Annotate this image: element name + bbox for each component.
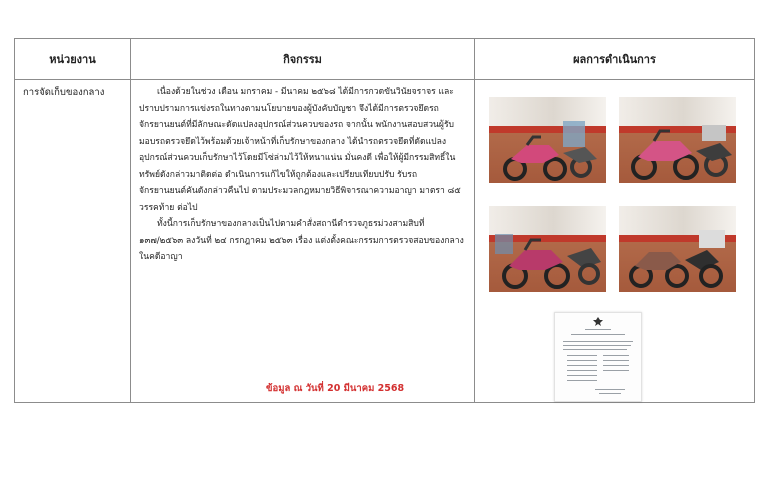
activity-paragraph-2: ทั้งนี้การเก็บรักษาของกลางเป็นไปตามคำสั่งสถานีตำรวจภูธรม่วงสามสิบที่ ๑๓๗/๒๕๖๓ ลงวันที่ ๒๔ กรกฎาคม ๒๕๖๓ เรื่อง แต่งตั้งคณะกรรมการตรวจสอบของกลางในคดีอาญา [139,219,464,262]
motorcycle-photo-1 [489,97,606,183]
header-unit: หน่วยงาน [15,39,131,80]
activity-cell [131,80,475,403]
garuda-seal-icon [593,317,603,326]
activity-paragraph-1: เนื่องด้วยในช่วง เดือน มกราคม - มีนาคม ๒๕๖๘ ได้มีการกวดขันวินัยจราจร และปราบปรามการแข่งรถในทางตามนโยบายของผู้บังคับบัญชา จึงได้มีการตรวจยึดรถจักรยานยนต์ที่มีลักษณะดัดแปลงอุปกรณ์ส่วนควบของรถ จากนั้น พนักงานสอบสวนผู้รับมอบรถตรวจยึดไว้พร้อมด้วยเจ้าหน้าที่เก็บรักษาของกลาง ได้นำรถตรวจยึดที่ดัดแปลงอุปกรณ์ส่วนควบเก็บรักษาไว้โดยมีโซ่ล่ามไว้ให้หนาแน่น มั่นคงดี เพื่อให้ผู้มีกรรมสิทธิ์ในทรัพย์ดังกล่าวมาติดต่อ ดำเนินการแก้ไขให้ถูกต้องและเปรียบเทียบปรับ รับรถจักรยานยนต์คันดังกล่าวคืนไป ตามประมวลกฎหมายวิธีพิจารณาความอาญา มาตรา ๘๕ วรรคท้าย ต่อไป [139,87,461,213]
motorcycle-photo-4 [619,206,736,292]
motorcycle-photo-3 [489,206,606,292]
header-result: ผลการดำเนินการ [475,39,755,80]
motorcycle-photo-2 [619,97,736,183]
report-table [14,38,755,403]
unit-cell [15,80,131,403]
data-as-of-note: ข้อมูล ณ วันที่ 20 มีนาคม 2568 [266,383,405,394]
result-cell [475,80,755,403]
table-row [15,80,755,403]
unit-label: การจัดเก็บของกลาง [23,87,105,98]
order-document-image [554,312,642,402]
header-activity: กิจกรรม [131,39,475,80]
header-row [15,39,755,80]
